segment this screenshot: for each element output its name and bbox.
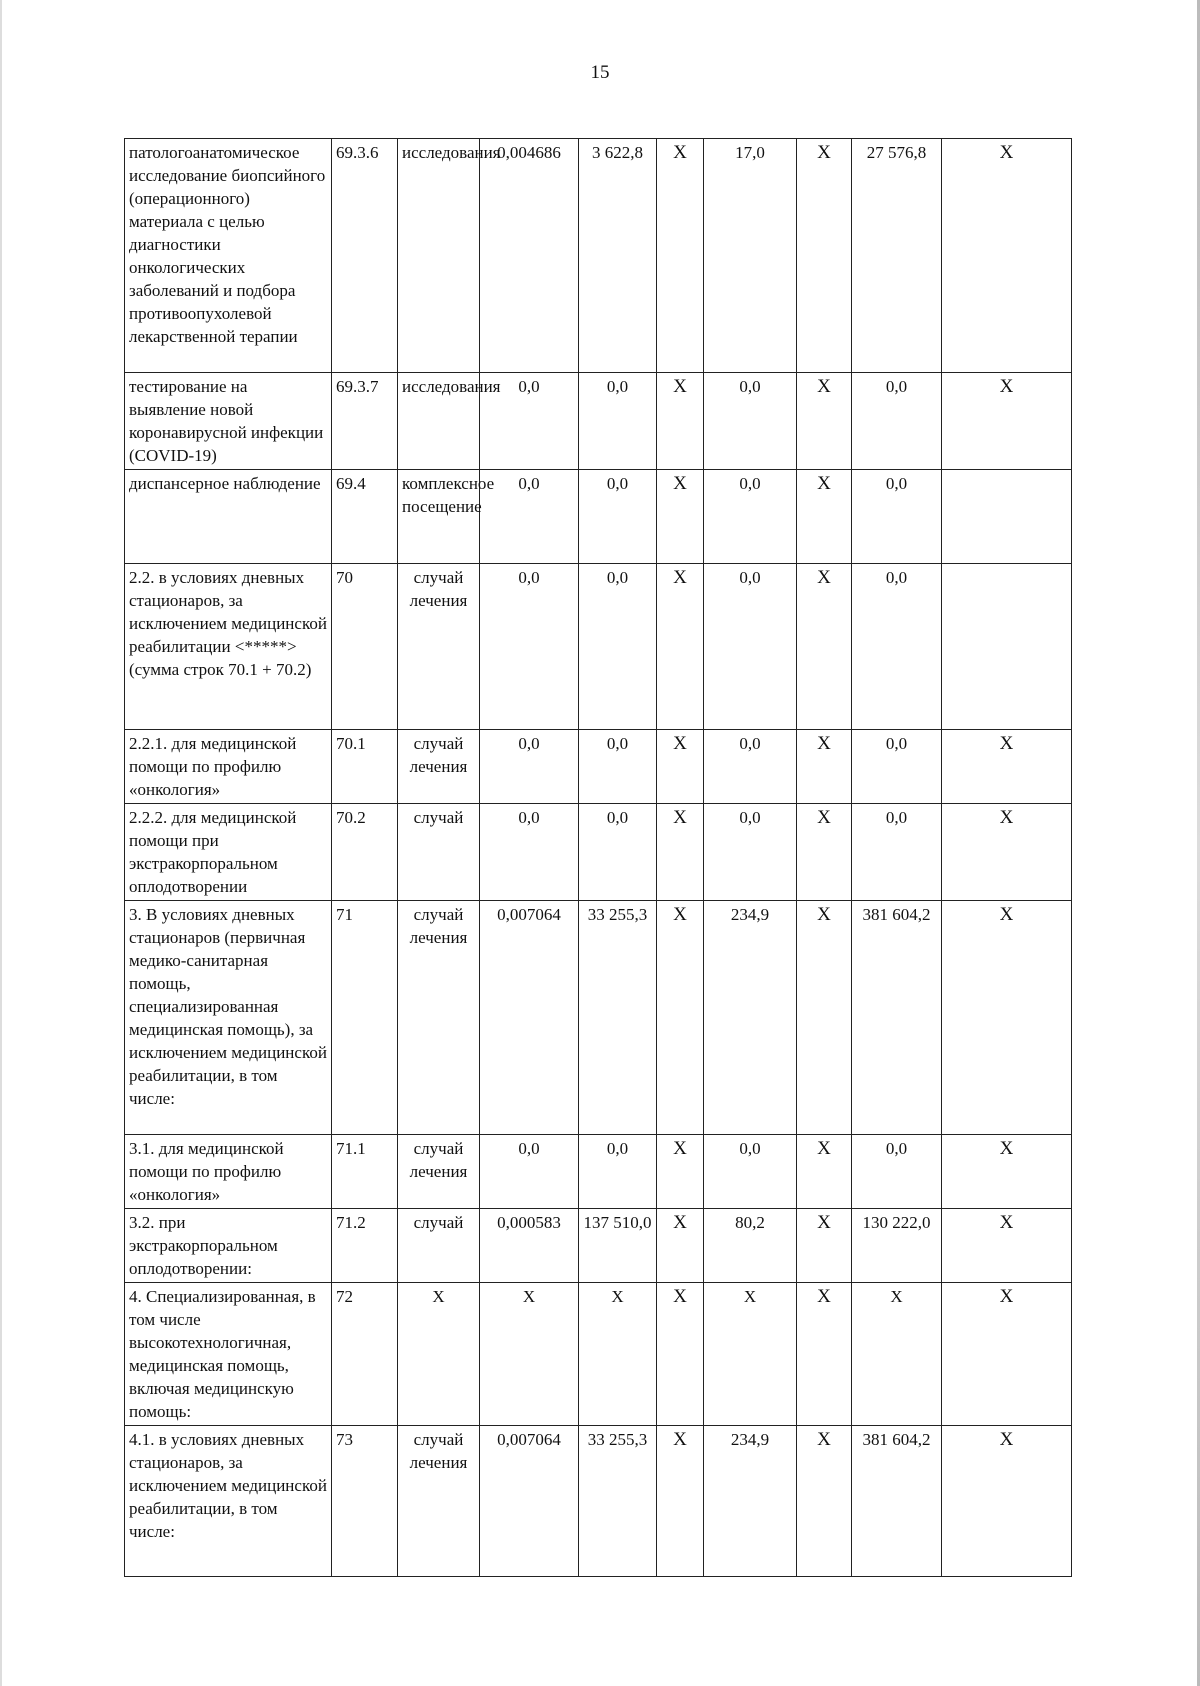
cell-col6: X: [657, 139, 704, 373]
cell-col8: X: [797, 804, 852, 901]
cell-norm-volume: 0,0: [480, 373, 579, 470]
cell-col10: X: [942, 730, 1072, 804]
cell-unit: случай лечения: [398, 564, 480, 730]
cell-code: 70.1: [332, 730, 398, 804]
cell-code: 69.3.7: [332, 373, 398, 470]
cell-name: 2.2.1. для медицинской помощи по профилю «онкология»: [125, 730, 332, 804]
cell-cost-per-unit: 0,0: [579, 373, 657, 470]
cell-col6: X: [657, 804, 704, 901]
cell-cost-per-unit: 0,0: [579, 730, 657, 804]
cell-per-capita: 0,0: [704, 373, 797, 470]
table-row: [125, 1209, 1072, 1283]
cell-per-capita: 0,0: [704, 730, 797, 804]
cell-per-capita: 0,0: [704, 804, 797, 901]
cell-norm-volume: 0,0: [480, 564, 579, 730]
cell-col6: X: [657, 730, 704, 804]
table-row: [125, 139, 1072, 373]
cell-col8: X: [797, 139, 852, 373]
cell-unit: случай: [398, 1209, 480, 1283]
table-row: [125, 564, 1072, 730]
page-number: 15: [590, 62, 610, 83]
cell-col6: X: [657, 470, 704, 564]
cell-norm-volume: 0,0: [480, 470, 579, 564]
cell-code: 69.4: [332, 470, 398, 564]
cell-name: патологоанатомическое исследование биопсийного (операционного) материала с целью диагностики онкологических заболеваний и подбора противоопухолевой лекарственной терапии: [125, 139, 332, 373]
cell-norm-volume: 0,000583: [480, 1209, 579, 1283]
cell-name: 3.1. для медицинской помощи по профилю «онкология»: [125, 1135, 332, 1209]
cell-total-cost: 381 604,2: [852, 1426, 942, 1577]
cell-col8: X: [797, 1283, 852, 1426]
cell-total-cost: 0,0: [852, 373, 942, 470]
cell-total-cost: 27 576,8: [852, 139, 942, 373]
scan-edge-left: [0, 0, 2, 1686]
cell-norm-volume: 0,004686: [480, 139, 579, 373]
cell-col8: X: [797, 1135, 852, 1209]
cell-col10: [942, 564, 1072, 730]
cell-unit: случай лечения: [398, 730, 480, 804]
cell-total-cost: 130 222,0: [852, 1209, 942, 1283]
cell-name: тестирование на выявление новой коронавирусной инфекции (COVID-19): [125, 373, 332, 470]
cell-cost-per-unit: 0,0: [579, 804, 657, 901]
cell-code: 73: [332, 1426, 398, 1577]
cell-col8: X: [797, 1426, 852, 1577]
table-row: [125, 373, 1072, 470]
cell-col10: X: [942, 1426, 1072, 1577]
cell-name: 4. Специализированная, в том числе высокотехнологичная, медицинская помощь, включая медицинскую помощь:: [125, 1283, 332, 1426]
cell-name: диспансерное наблюдение: [125, 470, 332, 564]
cell-per-capita: 0,0: [704, 564, 797, 730]
cell-norm-volume: 0,0: [480, 730, 579, 804]
cell-col6: X: [657, 1135, 704, 1209]
cell-total-cost: 0,0: [852, 564, 942, 730]
cell-unit: случай лечения: [398, 901, 480, 1135]
table-row: [125, 1135, 1072, 1209]
cell-col10: X: [942, 901, 1072, 1135]
cell-unit: X: [398, 1283, 480, 1426]
cell-code: 70: [332, 564, 398, 730]
cell-cost-per-unit: 0,0: [579, 470, 657, 564]
cell-unit: исследования: [398, 139, 480, 373]
cell-norm-volume: X: [480, 1283, 579, 1426]
cell-per-capita: 0,0: [704, 470, 797, 564]
cell-col8: X: [797, 470, 852, 564]
data-table: [124, 138, 1072, 1577]
cell-unit: случай: [398, 804, 480, 901]
cell-col8: X: [797, 564, 852, 730]
cell-per-capita: 0,0: [704, 1135, 797, 1209]
cell-name: 3. В условиях дневных стационаров (первичная медико-санитарная помощь, специализированная медицинская помощь), за исключением медицинской реабилитации, в том числе:: [125, 901, 332, 1135]
cell-norm-volume: 0,007064: [480, 1426, 579, 1577]
cell-col6: X: [657, 1283, 704, 1426]
cell-col8: X: [797, 373, 852, 470]
cell-norm-volume: 0,0: [480, 1135, 579, 1209]
cell-code: 70.2: [332, 804, 398, 901]
cell-unit: случай лечения: [398, 1135, 480, 1209]
cell-col8: X: [797, 1209, 852, 1283]
cell-norm-volume: 0,0: [480, 804, 579, 901]
cell-cost-per-unit: 3 622,8: [579, 139, 657, 373]
cell-cost-per-unit: 137 510,0: [579, 1209, 657, 1283]
cell-cost-per-unit: X: [579, 1283, 657, 1426]
cell-code: 72: [332, 1283, 398, 1426]
cell-name: 3.2. при экстракорпоральном оплодотворении:: [125, 1209, 332, 1283]
cell-total-cost: 381 604,2: [852, 901, 942, 1135]
cell-col10: X: [942, 804, 1072, 901]
cell-code: 71.1: [332, 1135, 398, 1209]
cell-cost-per-unit: 33 255,3: [579, 1426, 657, 1577]
cell-col10: X: [942, 139, 1072, 373]
table-row: [125, 1426, 1072, 1577]
table-row: [125, 1283, 1072, 1426]
cell-name: 4.1. в условиях дневных стационаров, за исключением медицинской реабилитации, в том числе:: [125, 1426, 332, 1577]
cell-total-cost: 0,0: [852, 804, 942, 901]
table-row: [125, 730, 1072, 804]
cell-norm-volume: 0,007064: [480, 901, 579, 1135]
cell-code: 71.2: [332, 1209, 398, 1283]
cell-name: 2.2. в условиях дневных стационаров, за исключением медицинской реабилитации <*****> (сумма строк 70.1 + 70.2): [125, 564, 332, 730]
cell-total-cost: 0,0: [852, 1135, 942, 1209]
cell-code: 71: [332, 901, 398, 1135]
cell-col6: X: [657, 564, 704, 730]
cell-col10: X: [942, 1283, 1072, 1426]
cell-code: 69.3.6: [332, 139, 398, 373]
cell-per-capita: 234,9: [704, 901, 797, 1135]
cell-total-cost: X: [852, 1283, 942, 1426]
cell-per-capita: 80,2: [704, 1209, 797, 1283]
cell-col10: X: [942, 1135, 1072, 1209]
cell-col8: X: [797, 730, 852, 804]
cell-cost-per-unit: 0,0: [579, 564, 657, 730]
cell-col8: X: [797, 901, 852, 1135]
cell-unit: случай лечения: [398, 1426, 480, 1577]
table-row: [125, 804, 1072, 901]
cell-per-capita: X: [704, 1283, 797, 1426]
cell-unit: комплексное посещение: [398, 470, 480, 564]
cell-cost-per-unit: 33 255,3: [579, 901, 657, 1135]
cell-per-capita: 234,9: [704, 1426, 797, 1577]
cell-col10: [942, 470, 1072, 564]
cell-per-capita: 17,0: [704, 139, 797, 373]
cell-cost-per-unit: 0,0: [579, 1135, 657, 1209]
cell-col6: X: [657, 1209, 704, 1283]
cell-col6: X: [657, 373, 704, 470]
table-row: [125, 901, 1072, 1135]
cell-total-cost: 0,0: [852, 730, 942, 804]
cell-col6: X: [657, 901, 704, 1135]
cell-col6: X: [657, 1426, 704, 1577]
cell-col10: X: [942, 1209, 1072, 1283]
cell-name: 2.2.2. для медицинской помощи при экстракорпоральном оплодотворении: [125, 804, 332, 901]
cell-col10: X: [942, 373, 1072, 470]
table-row: [125, 470, 1072, 564]
cell-unit: исследования: [398, 373, 480, 470]
cell-total-cost: 0,0: [852, 470, 942, 564]
